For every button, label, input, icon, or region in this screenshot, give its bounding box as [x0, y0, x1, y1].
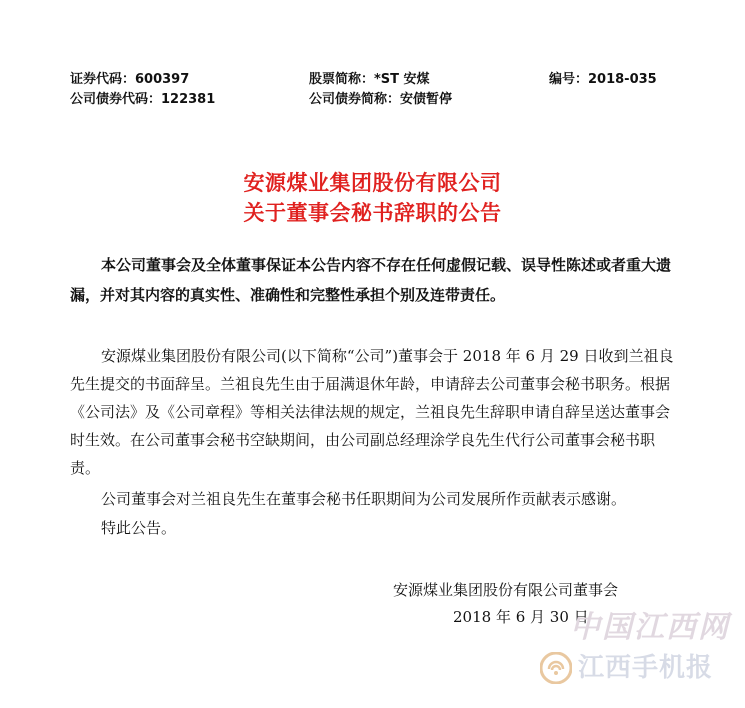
signature-company: 安源煤业集团股份有限公司董事会 [393, 581, 619, 599]
stock-code: 证券代码：600397 [70, 72, 190, 87]
watermark-brand-text: 江西手机报 [578, 653, 714, 683]
announcement-title-subject: 关于董事会秘书辞职的公告 [243, 201, 502, 225]
bond-abbreviation: 公司债券简称：安债暂停 [309, 92, 453, 107]
announcement-serial-number: 编号：2018-035 [549, 72, 657, 87]
watermark-site-name: 中国江西网 [570, 610, 730, 645]
board-statement: 本公司董事会及全体董事保证本公告内容不存在任何虚假记载、误导性陈述或者重大遗漏，并对其内容的真实性、准确性和完整性承担个别及连带责任。 [70, 256, 672, 304]
watermark-brand [540, 652, 713, 684]
site-watermark [540, 610, 740, 705]
body-paragraph-closing: 特此公告。 [101, 519, 177, 537]
body-paragraph-resignation: 安源煤业集团股份有限公司(以下简称“公司”)董事会于 2018 年 6 月 29 日收到兰祖良先生提交的书面辞呈。兰祖良先生由于届满退休年龄，申请辞去公司董事会秘书职务。根据《公司法》及《公司章程》等相关法律法规的规定，兰祖良先生辞职申请自辞呈送达董事会时生效。在公司董事会秘书空缺期间，由公司副总经理涂学良先生代行公司董事会秘书职责。 [70, 347, 674, 477]
wifi-signal-icon [540, 652, 572, 684]
signature-date: 2018 年 6 月 30 日 [453, 608, 589, 626]
stock-abbreviation: 股票简称：*ST 安煤 [309, 72, 430, 87]
body-paragraph-thanks: 公司董事会对兰祖良先生在董事会秘书任职期间为公司发展所作贡献表示感谢。 [101, 490, 627, 508]
announcement-title-company: 安源煤业集团股份有限公司 [243, 171, 502, 195]
bond-code: 公司债券代码：122381 [70, 92, 216, 107]
